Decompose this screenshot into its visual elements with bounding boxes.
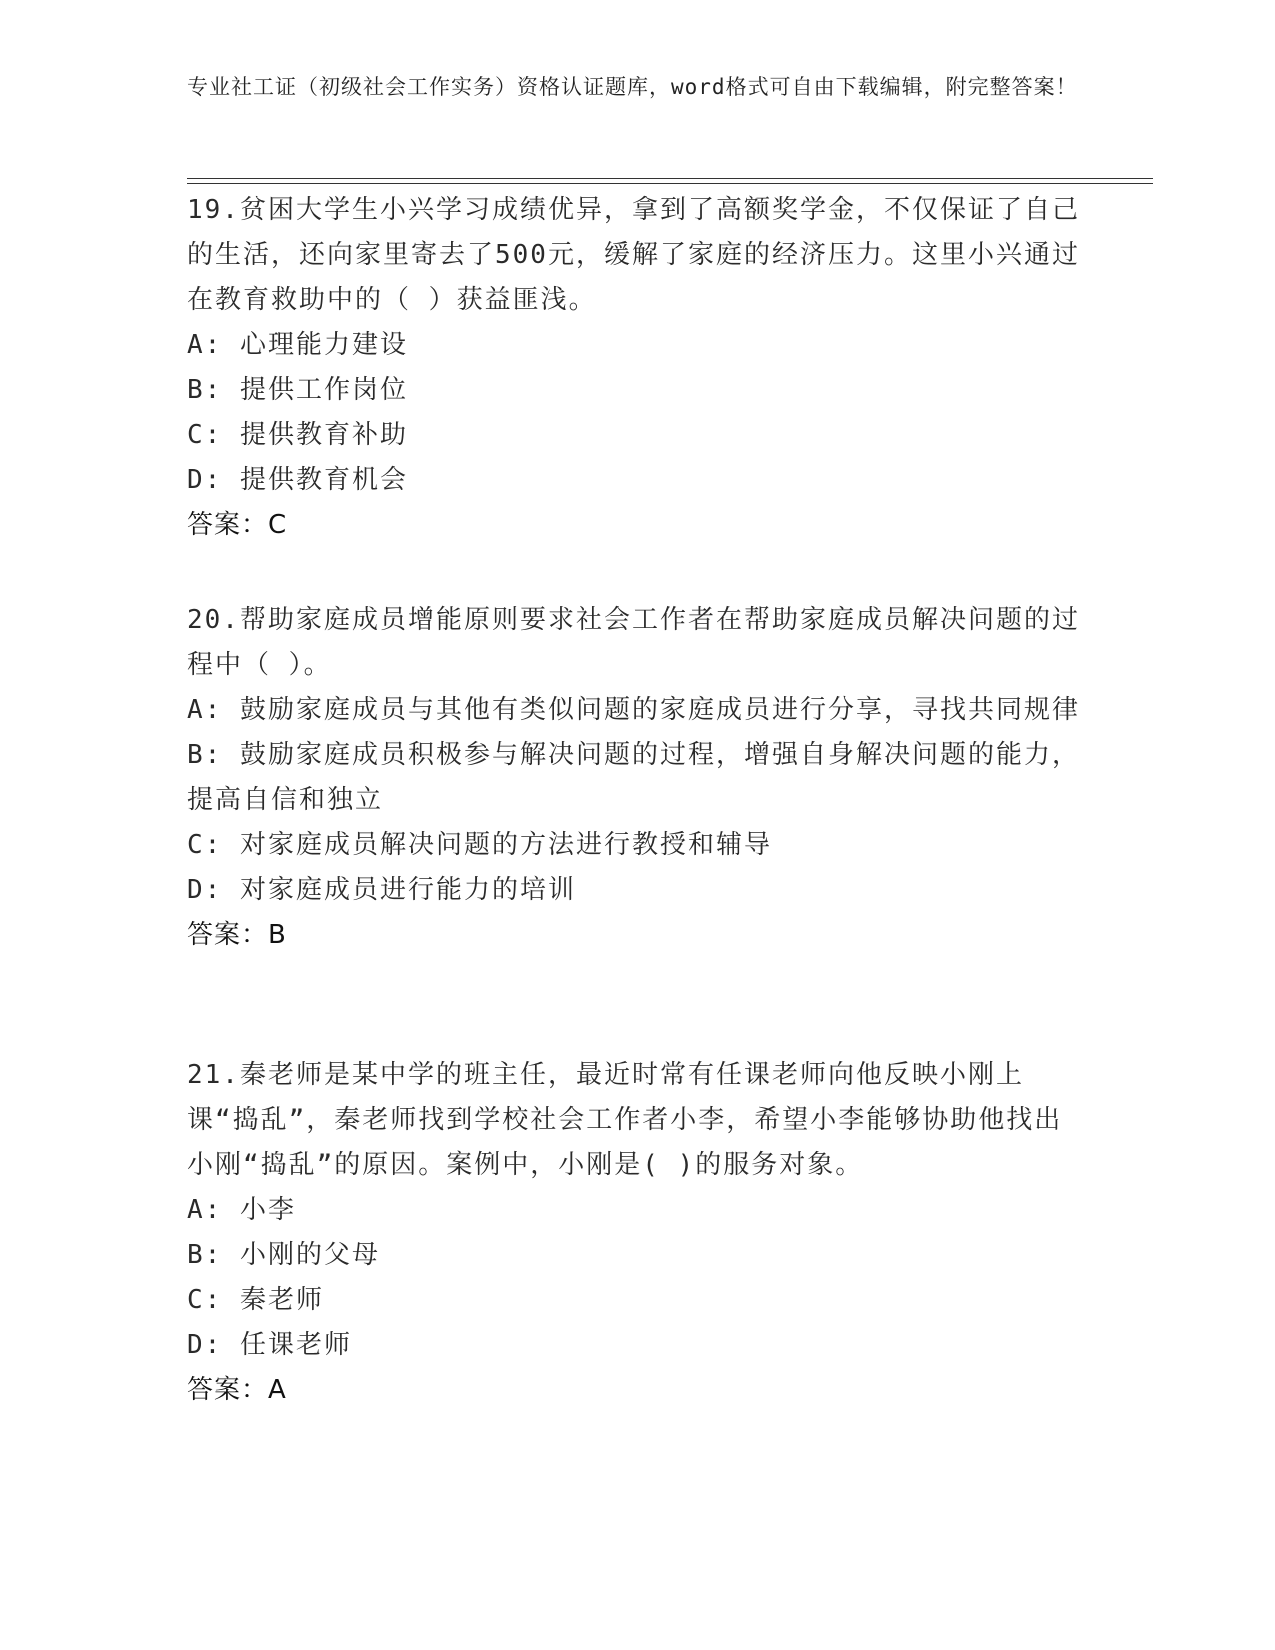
option-b: B: 鼓励家庭成员积极参与解决问题的过程，增强自身解决问题的能力，提高自信和独立: [187, 740, 1080, 815]
question-stem: 21.秦老师是某中学的班主任，最近时常有任课老师向他反映小刚上课“捣乱”，秦老师找到学校社会工作者小李，希望小李能够协助他找出小刚“捣乱”的原因。案例中，小刚是( )的服务对象。: [187, 1060, 1063, 1180]
option-d: D: 提供教育机会: [187, 465, 408, 495]
question-21: [187, 1053, 1087, 1413]
header-divider-top: [187, 178, 1153, 179]
header-divider-bottom: [187, 183, 1153, 184]
option-d: D: 任课老师: [187, 1330, 352, 1360]
document-header: [187, 72, 1087, 103]
option-a: A: 鼓励家庭成员与其他有类似问题的家庭成员进行分享，寻找共同规律: [187, 695, 1080, 725]
question-stem: 20.帮助家庭成员增能原则要求社会工作者在帮助家庭成员解决问题的过程中（ ）。: [187, 605, 1080, 680]
question-stem: 19.贫困大学生小兴学习成绩优异，拿到了高额奖学金，不仅保证了自己的生活，还向家里寄去了500元，缓解了家庭的经济压力。这里小兴通过在教育救助中的（ ）获益匪浅。: [187, 195, 1080, 315]
header-title: 专业社工证（初级社会工作实务）资格认证题库，word格式可自由下载编辑，附完整答案！: [187, 75, 1078, 99]
option-d: D: 对家庭成员进行能力的培训: [187, 875, 576, 905]
answer-line: 答案：A: [187, 1375, 287, 1405]
option-a: A: 小李: [187, 1195, 296, 1225]
question-19: [187, 188, 1087, 548]
option-a: A: 心理能力建设: [187, 330, 408, 360]
option-c: C: 秦老师: [187, 1285, 324, 1315]
option-c: C: 提供教育补助: [187, 420, 408, 450]
answer-line: 答案：C: [187, 510, 288, 540]
question-20: [187, 598, 1087, 958]
option-c: C: 对家庭成员解决问题的方法进行教授和辅导: [187, 830, 772, 860]
answer-line: 答案：B: [187, 920, 287, 950]
option-b: B: 小刚的父母: [187, 1240, 380, 1270]
option-b: B: 提供工作岗位: [187, 375, 408, 405]
